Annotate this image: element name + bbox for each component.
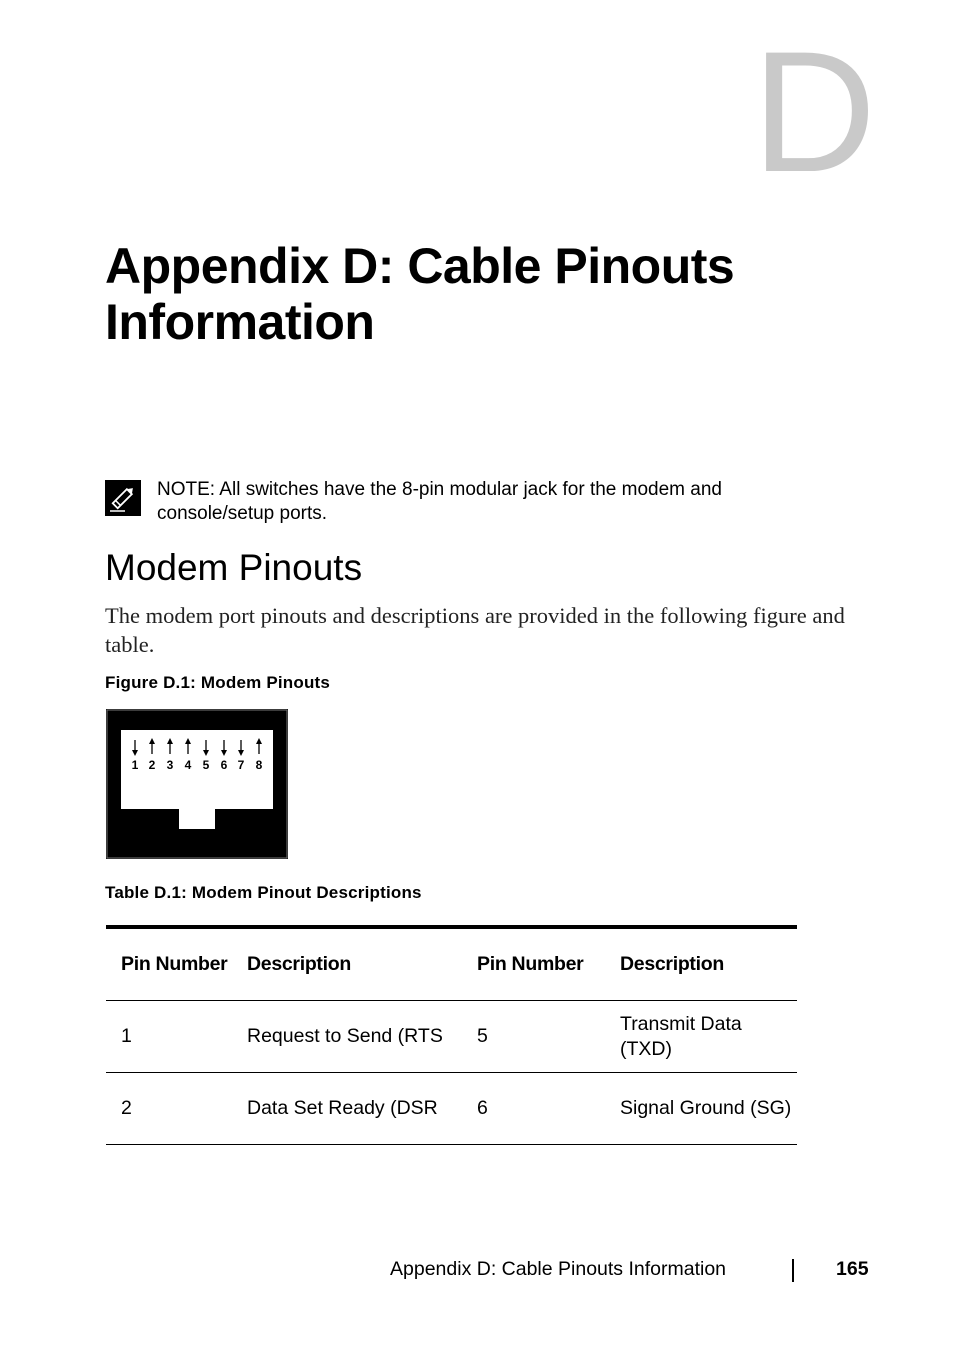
cell-description: Data Set Ready (DSR	[247, 1097, 438, 1119]
page-title-line-1: Appendix D: Cable Pinouts	[105, 238, 735, 294]
cell-description: Request to Send (RTS	[247, 1025, 443, 1047]
cell-pin: 1	[121, 1025, 132, 1047]
table-caption: Table D.1: Modem Pinout Descriptions	[105, 883, 422, 902]
chapter-letter: D	[752, 16, 877, 208]
pin-label: 7	[237, 758, 245, 772]
pin-label: 2	[148, 758, 156, 772]
note-text	[157, 478, 817, 526]
table-row	[106, 1001, 797, 1073]
pin-label: 3	[166, 758, 174, 772]
page-number: 165	[836, 1258, 869, 1280]
table-row	[106, 1073, 797, 1145]
table-header-row	[106, 927, 797, 1001]
intro-paragraph: The modem port pinouts and descriptions are provided in the following figure and table.	[105, 603, 845, 657]
page-title	[105, 238, 865, 350]
figure-caption: Figure D.1: Modem Pinouts	[105, 673, 331, 692]
header-description-1: Description	[247, 953, 351, 975]
note-body: All switches have the 8-pin modular jack for the modem and console/setup ports.	[157, 479, 722, 524]
pencil-note-icon	[105, 480, 141, 516]
pinout-table	[106, 925, 797, 1145]
cell-description: Transmit Data (TXD)	[620, 1012, 742, 1060]
section-heading: Modem Pinouts	[105, 547, 363, 588]
cell-pin: 2	[121, 1097, 132, 1119]
pin-label: 6	[220, 758, 228, 772]
note-label: NOTE:	[157, 479, 216, 500]
cell-pin: 5	[477, 1025, 488, 1047]
cell-description: Signal Ground (SG)	[620, 1097, 792, 1119]
pin-label: 8	[255, 758, 263, 772]
footer-separator	[792, 1259, 794, 1282]
pin-label: 4	[184, 758, 192, 772]
pin-label: 1	[131, 758, 139, 772]
page-title-line-2: Information	[105, 294, 375, 350]
modem-pinout-figure	[106, 709, 288, 859]
pin-label: 5	[202, 758, 210, 772]
header-pin-number-1: Pin Number	[121, 953, 228, 975]
footer-title: Appendix D: Cable Pinouts Information	[390, 1258, 727, 1280]
cell-pin: 6	[477, 1097, 488, 1119]
header-pin-number-2: Pin Number	[477, 953, 584, 975]
header-description-2: Description	[620, 953, 724, 975]
